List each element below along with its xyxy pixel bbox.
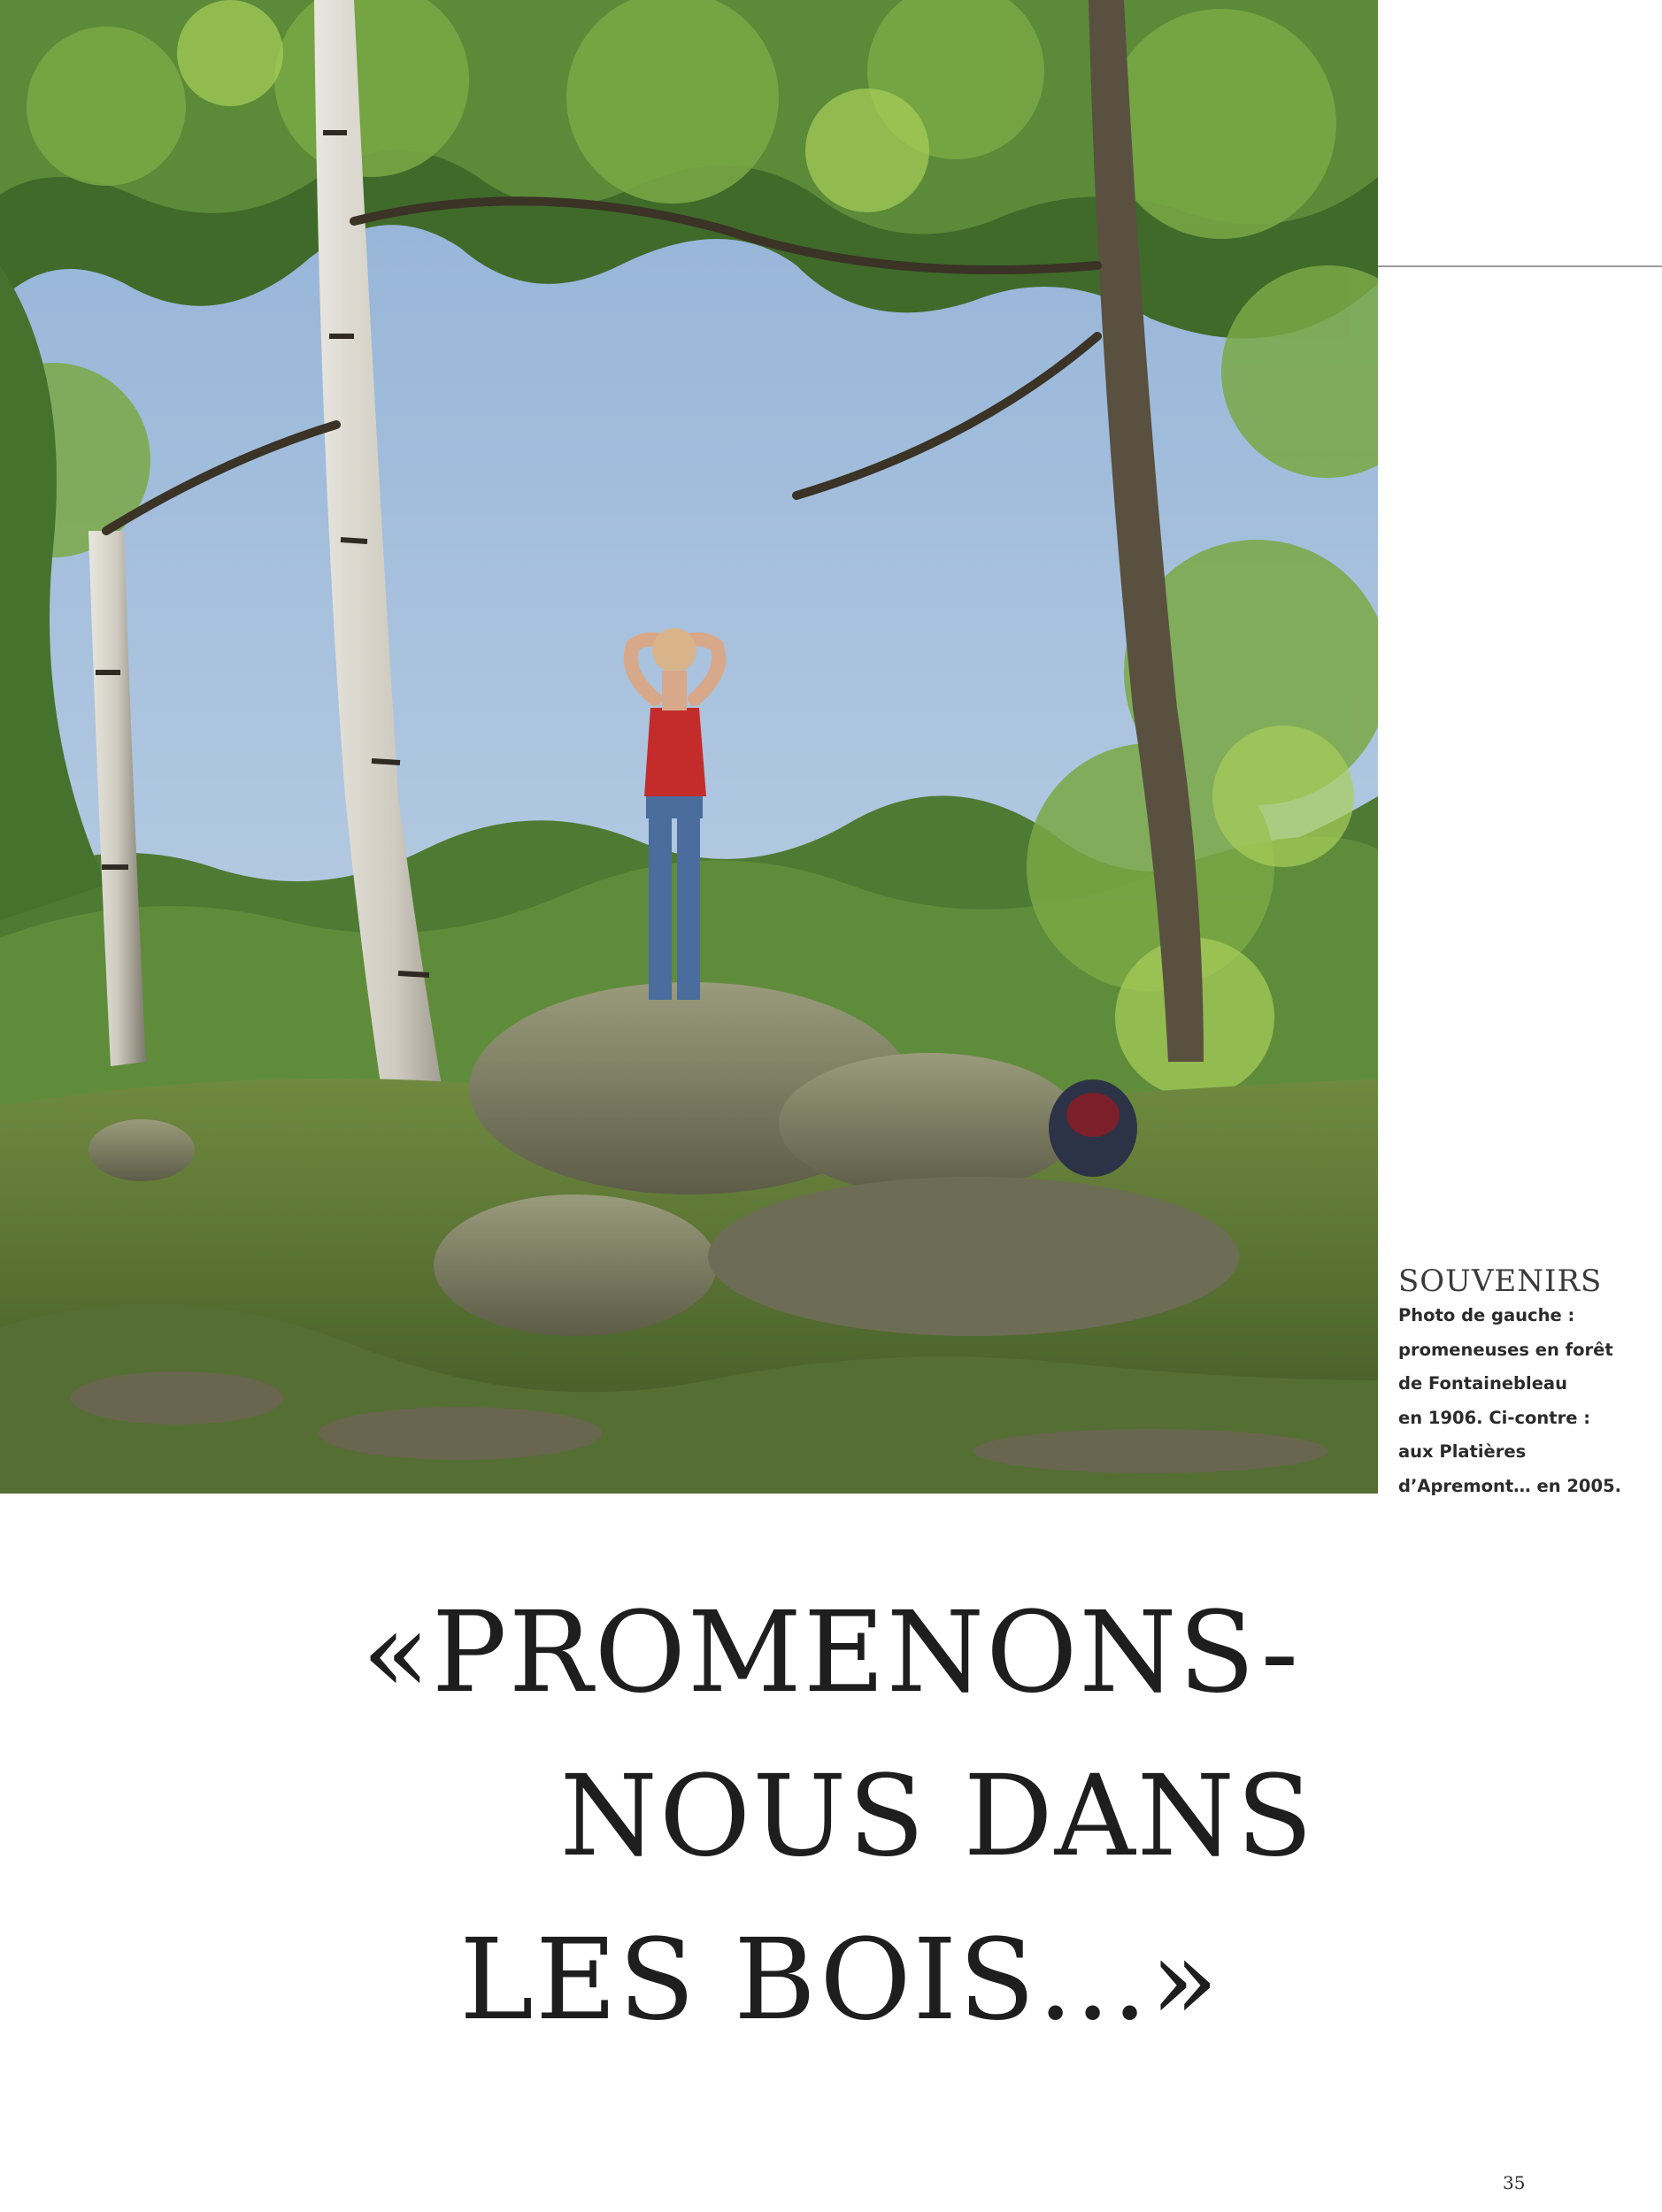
- page-number: 35: [1503, 2172, 1526, 2193]
- caption-line: de Fontainebleau: [1398, 1373, 1567, 1394]
- caption-line: d’Apremont… en 2005.: [1398, 1475, 1622, 1496]
- headline-line-3: LES BOIS…»: [459, 1915, 1220, 2045]
- caption-kicker: SOUVENIRS: [1398, 1263, 1603, 1299]
- caption-line: en 1906. Ci-contre :: [1398, 1407, 1591, 1428]
- article-headline: [0, 1571, 1662, 2062]
- photo-caption: [1398, 1263, 1650, 1503]
- headline-line-2: NOUS DANS: [559, 1751, 1315, 1881]
- headline-line-1: «PROMENONS-: [361, 1587, 1301, 1717]
- caption-line: aux Platières: [1398, 1441, 1527, 1462]
- caption-line: promeneuses en forêt: [1398, 1339, 1613, 1360]
- column-rule: [1378, 265, 1662, 267]
- caption-line: Photo de gauche :: [1398, 1305, 1575, 1325]
